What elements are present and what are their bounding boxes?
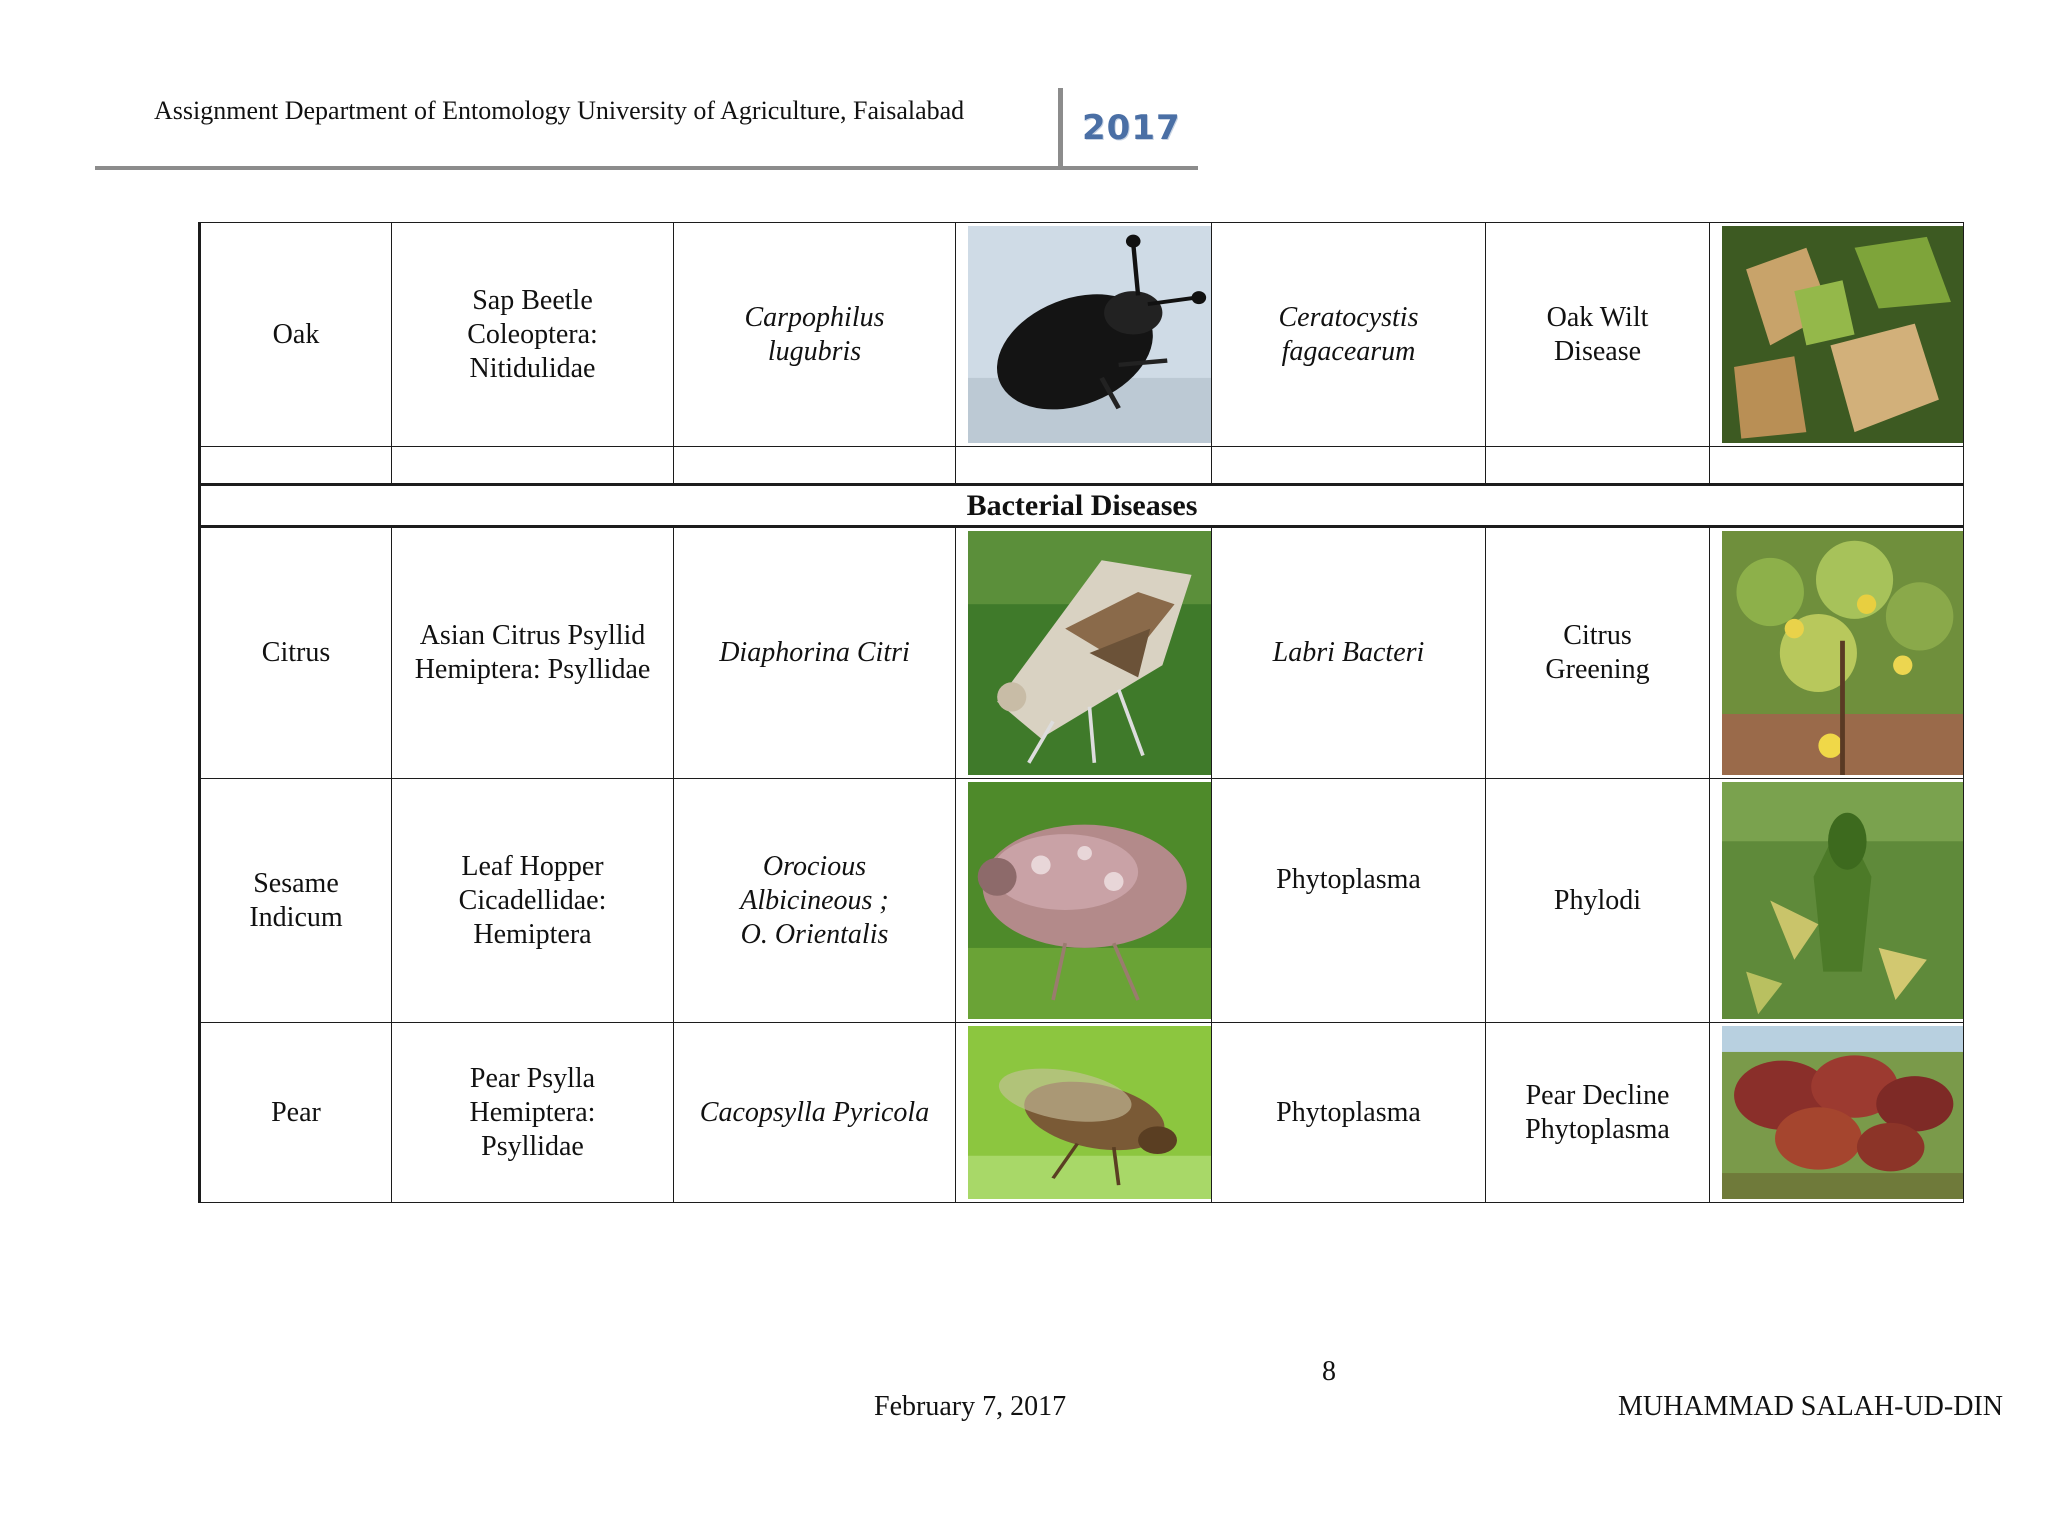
pathogen-cell [1212, 223, 1486, 447]
disease-line: Citrus [1563, 620, 1632, 651]
disease-cell [1486, 779, 1710, 1023]
insect-photo-cell [956, 223, 1212, 447]
pear-psylla-photo [968, 1026, 1211, 1199]
host-line: Indicum [249, 901, 343, 933]
pathogen-line: Labri Bacteri [1272, 637, 1425, 668]
pest-cell [392, 1023, 674, 1203]
disease-line: Greening [1545, 654, 1650, 685]
disease-photo-cell [1710, 527, 1964, 779]
scientific-name-cell [674, 527, 956, 779]
pest-line: Hemiptera: Psyllidae [414, 654, 651, 685]
sap-beetle-photo [968, 226, 1211, 443]
scientific-name-cell [674, 223, 956, 447]
pathogen-line: fagacearum [1281, 335, 1416, 367]
scientific-name-cell [674, 1023, 956, 1203]
pest-line: Pear Psylla [469, 1062, 596, 1094]
table-row-citrus [200, 527, 1964, 779]
pest-cell [392, 779, 674, 1023]
disease-cell [1486, 1023, 1710, 1203]
disease-line: Pear Decline [1525, 1079, 1670, 1111]
disease-line: Phytoplasma [1525, 1113, 1670, 1145]
disease-line: Oak Wilt [1546, 301, 1649, 333]
insect-photo-cell [956, 527, 1212, 779]
header-rule [95, 166, 1198, 170]
table-row-sesame [200, 779, 1964, 1023]
disease-table [198, 222, 1964, 1203]
header-divider [1058, 88, 1063, 168]
host-cell [200, 527, 392, 779]
header-title: Assignment Department of Entomology University of Agriculture, Faisalabad [154, 96, 965, 125]
pest-line: Psyllidae [481, 1130, 584, 1162]
table-row-oak [200, 223, 1964, 447]
pest-line: Sap Beetle [472, 284, 593, 316]
scientific-line: lugubris [767, 335, 862, 367]
footer-author: MUHAMMAD SALAH-UD-DIN [1618, 1391, 2003, 1422]
header-year: 2017 [1082, 108, 1181, 148]
host-line: Citrus [261, 637, 331, 668]
scientific-line: Diaphorina Citri [719, 637, 910, 668]
oak-wilt-leaves-photo [1722, 226, 1963, 443]
host-line: Sesame [253, 867, 339, 899]
pest-line: Nitidulidae [469, 352, 596, 384]
pest-cell [392, 223, 674, 447]
disease-cell [1486, 527, 1710, 779]
disease-photo-cell [1710, 1023, 1964, 1203]
pest-line: Hemiptera: [469, 1096, 596, 1128]
asian-citrus-psyllid-photo [968, 531, 1211, 775]
pathogen-cell [1212, 1023, 1486, 1203]
pathogen-line: Phytoplasma [1276, 1096, 1421, 1128]
host-line: Pear [271, 1096, 321, 1128]
sesame-phyllody-photo [1722, 782, 1963, 1019]
citrus-greening-photo [1722, 531, 1963, 775]
pest-line: Cicadellidae: [458, 884, 607, 916]
pathogen-line: Ceratocystis [1278, 301, 1419, 333]
pear-decline-photo [1722, 1026, 1963, 1199]
section-header-row [200, 485, 1964, 527]
leaf-hopper-photo [968, 782, 1211, 1019]
pathogen-line: Phytoplasma [1276, 864, 1421, 895]
section-title: Bacterial Diseases [200, 485, 1964, 527]
host-cell: Oak [200, 223, 392, 447]
table-row-pear [200, 1023, 1964, 1203]
insect-photo-cell [956, 779, 1212, 1023]
disease-cell [1486, 223, 1710, 447]
scientific-line: Albicineous ; [740, 884, 889, 916]
footer-date: February 7, 2017 [874, 1391, 1067, 1422]
scientific-line: O. Orientalis [740, 918, 889, 950]
disease-line: Disease [1553, 335, 1642, 367]
scientific-line: Cacopsylla Pyricola [699, 1096, 930, 1128]
host-cell [200, 1023, 392, 1203]
scientific-line: Orocious [762, 850, 867, 882]
host-cell [200, 779, 392, 1023]
pest-cell [392, 527, 674, 779]
pathogen-cell [1212, 779, 1486, 1023]
disease-photo-cell [1710, 779, 1964, 1023]
scientific-name-cell [674, 779, 956, 1023]
pest-line: Coleoptera: [467, 318, 598, 350]
page-number: 8 [1322, 1356, 1336, 1387]
pest-line: Asian Citrus Psyllid [419, 620, 646, 651]
pest-line: Hemiptera [473, 918, 592, 950]
insect-photo-cell [956, 1023, 1212, 1203]
disease-photo-cell [1710, 223, 1964, 447]
pathogen-cell [1212, 527, 1486, 779]
scientific-line: Carpophilus [744, 301, 885, 333]
disease-line: Phylodi [1553, 884, 1642, 916]
table-row-blank [200, 447, 1964, 485]
pest-line: Leaf Hopper [461, 850, 604, 882]
